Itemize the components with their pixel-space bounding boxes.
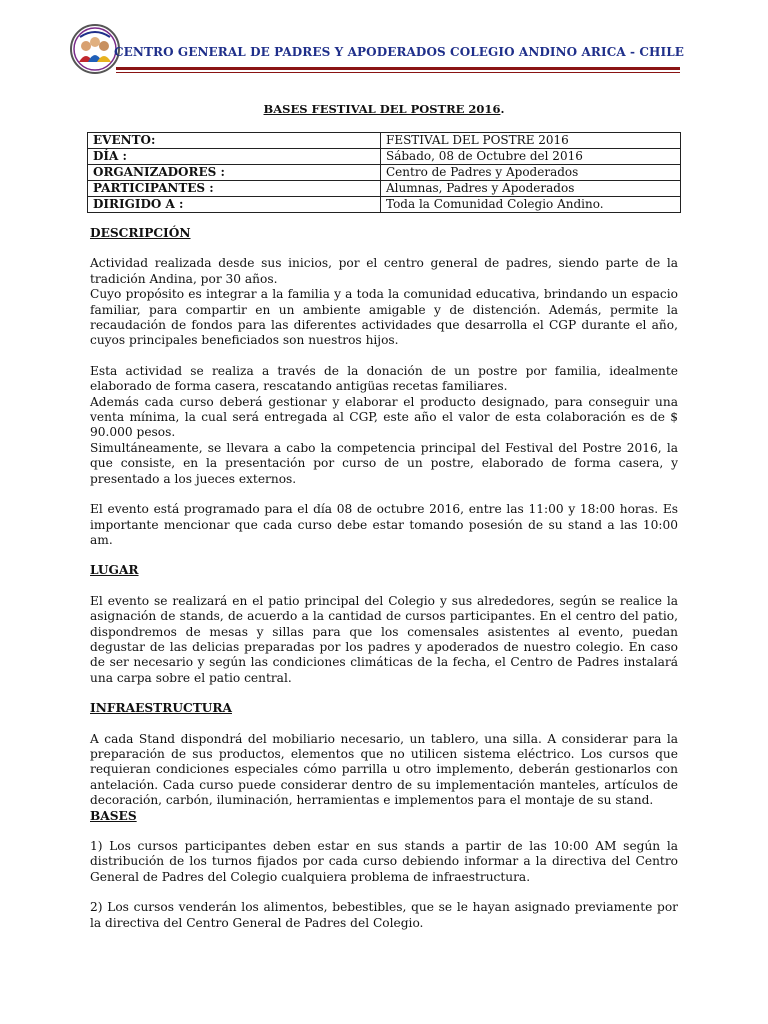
section-heading-bases: BASES bbox=[90, 808, 137, 823]
section-heading-infraestructura: INFRAESTRUCTURA bbox=[90, 701, 232, 716]
header-divider-thin bbox=[116, 72, 680, 73]
paragraph: Cuyo propósito es integrar a la familia y a toda la comunidad educativa, brindando un espacio familiar, para compartir en un ambiente amigable y de distención. Además, permite la recaudación de fondos para las diferentes actividades que desarrolla el CGP durante el año, cuyos principales beneficiados son nuestros hijos. bbox=[90, 287, 678, 348]
paragraph: Simultáneamente, se llevara a cabo la competencia principal del Festival del Postre 2016, la que consiste, en la presentación por curso de un postre, elaborado de forma casera, y presentado a los jueces externos. bbox=[90, 440, 678, 486]
table-label: DÍA : bbox=[88, 149, 381, 165]
organization-name: CENTRO GENERAL DE PADRES Y APODERADOS COLEGIO ANDINO ARICA - CHILE bbox=[114, 45, 684, 59]
table-value: FESTIVAL DEL POSTRE 2016 bbox=[381, 133, 681, 149]
header-divider-thick bbox=[116, 67, 680, 70]
table-row bbox=[88, 197, 681, 213]
table-value: Centro de Padres y Apoderados bbox=[381, 165, 681, 181]
table-row bbox=[88, 133, 681, 149]
table-label: EVENTO: bbox=[88, 133, 381, 149]
list-item: 2) Los cursos venderán los alimentos, bebestibles, que se le hayan asignado previamente por la directiva del Centro General de Padres del Colegio. bbox=[90, 900, 678, 930]
table-row bbox=[88, 149, 681, 165]
section-heading-lugar: LUGAR bbox=[90, 563, 139, 578]
table-value: Sábado, 08 de Octubre del 2016 bbox=[381, 149, 681, 165]
event-info-table bbox=[87, 132, 681, 213]
school-logo bbox=[70, 24, 120, 74]
table-row bbox=[88, 181, 681, 197]
paragraph: A cada Stand dispondrá del mobiliario necesario, un tablero, una silla. A considerar para la preparación de sus productos, elementos que no utilicen sistema eléctrico. Los cursos que requieran condiciones especiales cómo parrilla u otro implemento, deberán gestionarlos con antelación. Cada curso puede considerar dentro de su implementación manteles, artículos de decoración, carbón, iluminación, herramientas e implementos para el montaje de su stand. bbox=[90, 731, 678, 808]
paragraph: El evento se realizará en el patio principal del Colegio y sus alrededores, según se realice la asignación de stands, de acuerdo a la cantidad de cursos participantes. En el centro del patio, dispondremos de mesas y sillas para que los comensales asistentes al evento, puedan degustar de las delicias preparadas por los padres y apoderados de nuestro colegio. En caso de ser necesario y según las condiciones climáticas de la fecha, el Centro de Padres instalará una carpa sobre el patio central. bbox=[90, 593, 678, 685]
list-item: 1) Los cursos participantes deben estar en sus stands a partir de las 10:00 AM según la distribución de los turnos fijados por cada curso debiendo informar a la directiva del Centro General de Padres del Colegio cualquiera problema de infraestructura. bbox=[90, 839, 678, 884]
table-row bbox=[88, 165, 681, 181]
document-title: BASES FESTIVAL DEL POSTRE 2016. bbox=[263, 102, 505, 116]
table-value: Toda la Comunidad Colegio Andino. bbox=[381, 197, 681, 213]
table-value: Alumnas, Padres y Apoderados bbox=[381, 181, 681, 197]
paragraph: El evento está programado para el día 08 de octubre 2016, entre las 11:00 y 18:00 horas. Es importante mencionar que cada curso debe estar tomando posesión de su stand a las 10:00 am. bbox=[90, 502, 678, 547]
table-label: PARTICIPANTES : bbox=[88, 181, 381, 197]
document-body bbox=[90, 226, 678, 931]
section-heading-descripcion: DESCRIPCIÓN bbox=[90, 226, 191, 240]
paragraph: Además cada curso deberá gestionar y elaborar el producto designado, para conseguir una venta mínima, la cual será entregada al CGP, este año el valor de esta colaboración es de $ 90.000 pesos. bbox=[90, 394, 678, 440]
paragraph: Actividad realizada desde sus inicios, por el centro general de padres, siendo parte de la tradición Andina, por 30 años. bbox=[90, 256, 678, 286]
document-header bbox=[70, 24, 690, 74]
table-label: DIRIGIDO A : bbox=[88, 197, 381, 213]
paragraph: Esta actividad se realiza a través de la donación de un postre por familia, idealmente elaborado de forma casera, rescatando antigüas recetas familiares. bbox=[90, 363, 678, 394]
table-label: ORGANIZADORES : bbox=[88, 165, 381, 181]
